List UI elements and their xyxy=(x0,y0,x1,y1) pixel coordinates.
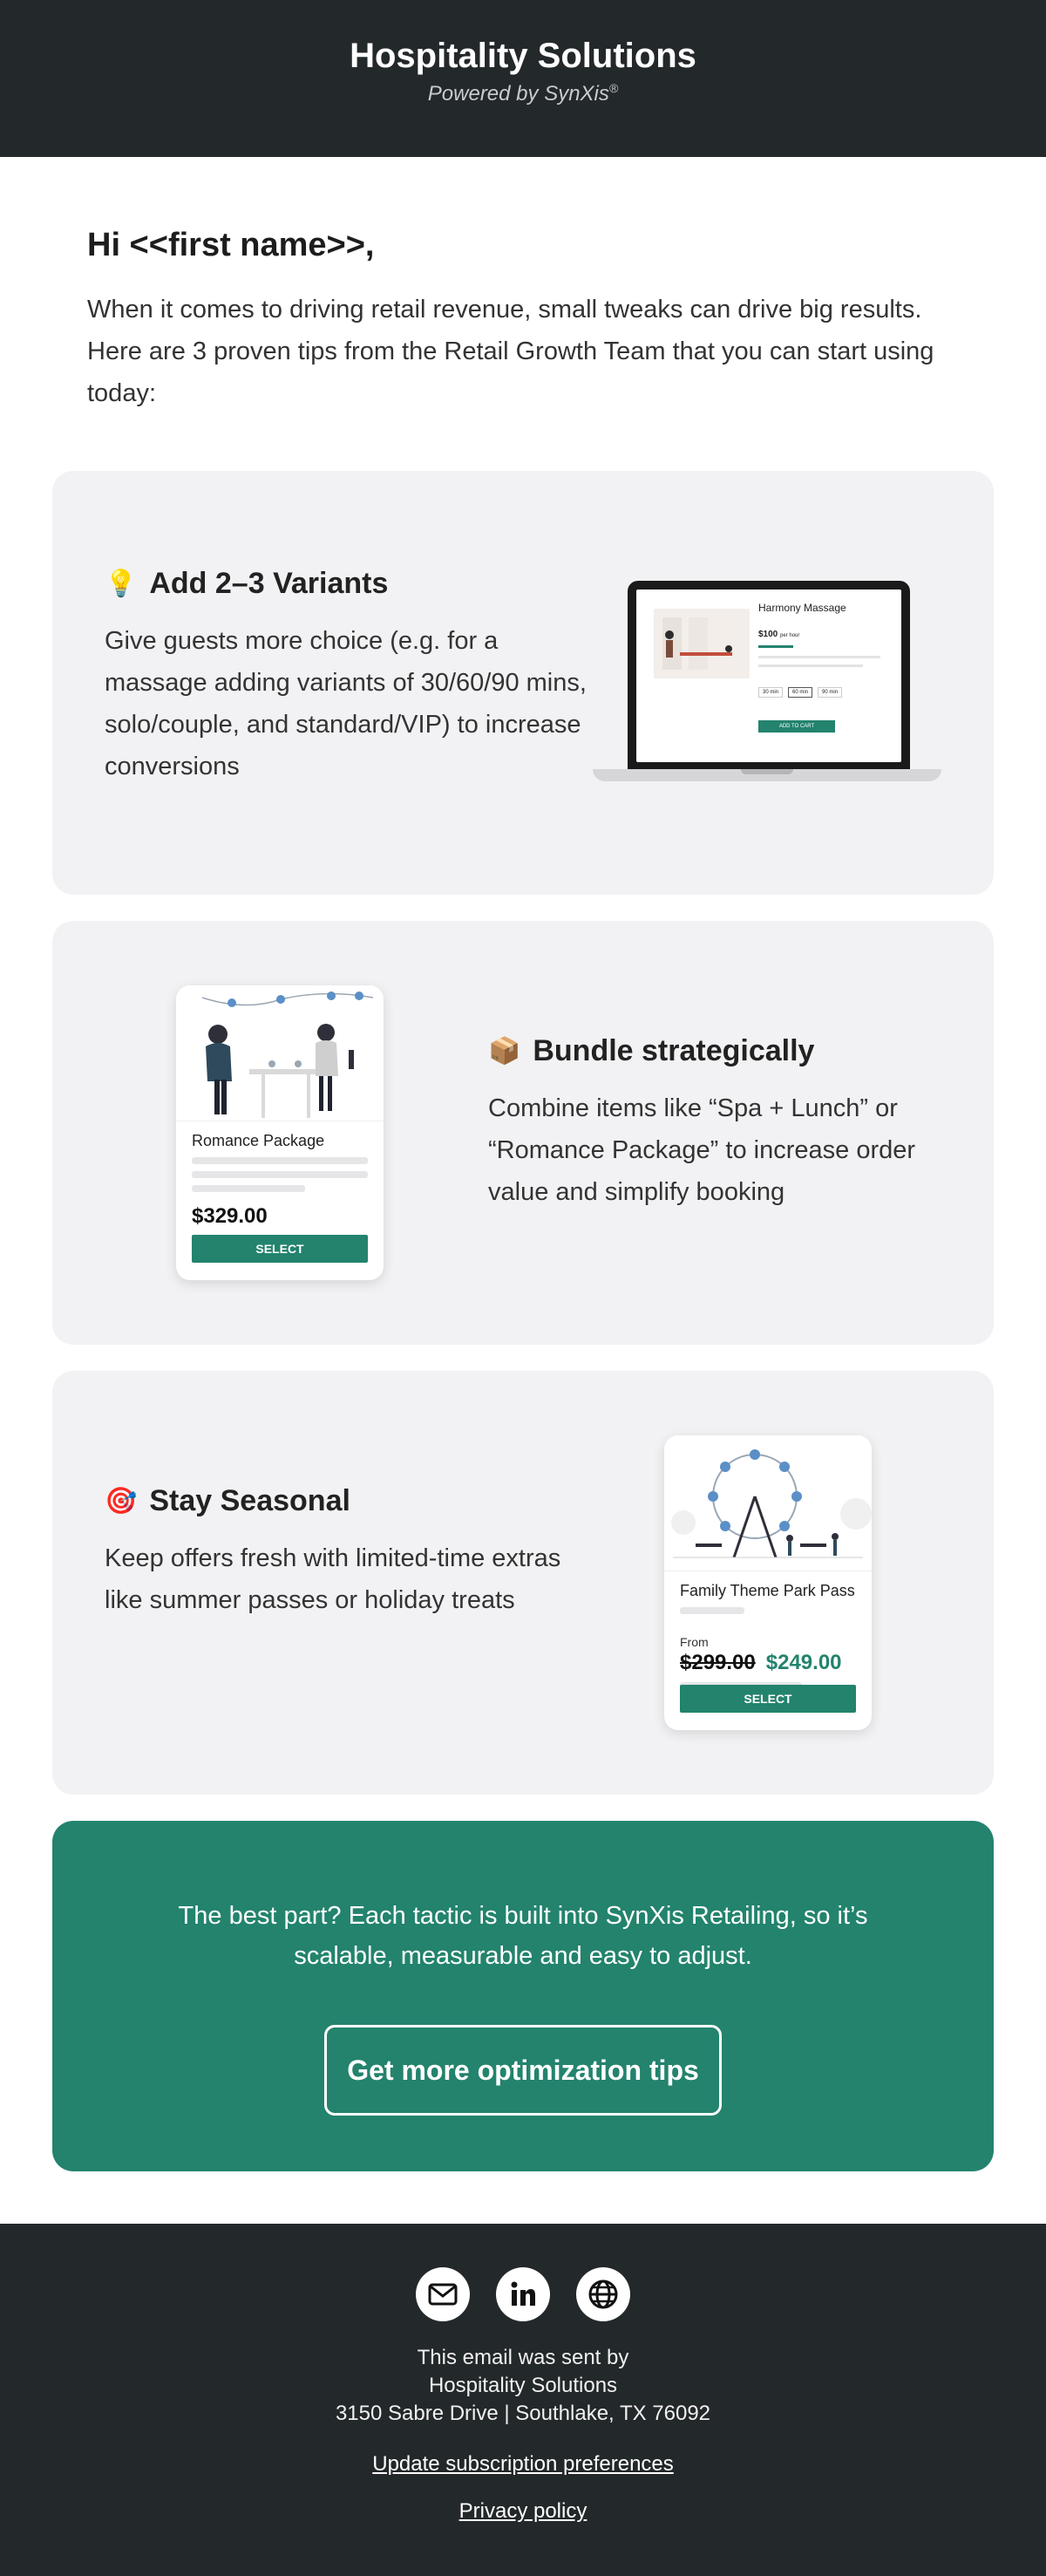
tip-body: Combine items like “Spa + Lunch” or “Romance Package” to increase order value and simplify booking xyxy=(488,1094,916,1206)
sale-price: $249.00 xyxy=(765,1651,842,1674)
tip-title-text: Bundle strategically xyxy=(533,1034,815,1067)
cta-section xyxy=(52,1821,994,2171)
greeting: Hi <<first name>>, xyxy=(87,227,375,263)
optimization-tips-button[interactable]: Get more optimization tips xyxy=(324,2025,722,2116)
company-address: 3150 Sabre Drive | Southlake, TX 76092 xyxy=(335,2402,711,2425)
mockup-accent-line xyxy=(758,645,793,648)
laptop-mockup xyxy=(593,581,941,785)
privacy-policy-link[interactable]: Privacy policy xyxy=(458,2499,588,2523)
email-header xyxy=(0,0,1046,157)
from-label: From xyxy=(680,1635,709,1649)
tip-title-text: Stay Seasonal xyxy=(149,1484,350,1517)
massage-illustration xyxy=(654,609,750,678)
mockup-price-value: $100 xyxy=(758,630,778,639)
linkedin-icon[interactable] xyxy=(496,2267,550,2321)
placeholder-line xyxy=(680,1607,744,1614)
brand-subtitle xyxy=(0,81,1046,106)
tip-body: Give guests more choice (e.g. for a massage adding variants of 30/60/90 mins, solo/couple, and standard/VIP) to increase conversions xyxy=(105,627,587,780)
product-card-romance xyxy=(176,985,384,1280)
tip-body: Keep offers fresh with limited-time extras like summer passes or holiday treats xyxy=(105,1544,561,1614)
mail-icon[interactable] xyxy=(416,2267,470,2321)
tip-text-block xyxy=(105,567,593,787)
brand-subtitle-text: Powered by SynXis xyxy=(427,82,609,106)
mockup-price-suffix: per hour xyxy=(780,633,800,638)
trademark-symbol: ® xyxy=(608,81,619,95)
laptop-screen xyxy=(628,581,910,771)
mockup-add-to-cart: ADD TO CART xyxy=(758,720,835,733)
footer-address-block xyxy=(0,2344,1046,2428)
tip-title xyxy=(488,1034,959,1068)
ferris-wheel-illustration xyxy=(664,1435,872,1571)
mockup-text-line xyxy=(758,664,863,667)
select-button[interactable]: SELECT xyxy=(192,1235,368,1263)
product-name: Family Theme Park Pass xyxy=(680,1582,855,1599)
laptop-notch xyxy=(741,769,793,774)
mockup-title: Harmony Massage xyxy=(758,602,846,614)
tip-card-variants xyxy=(52,471,994,895)
placeholder-line xyxy=(192,1185,305,1192)
tip-text-block xyxy=(488,1034,959,1213)
social-icons xyxy=(0,2267,1046,2321)
placeholder-line xyxy=(192,1157,368,1164)
tip-title xyxy=(105,1484,593,1518)
brand-title: Hospitality Solutions xyxy=(350,37,696,75)
lightbulb-icon: 💡 xyxy=(105,569,138,598)
mockup-price xyxy=(758,630,799,639)
tip-card-seasonal xyxy=(52,1371,994,1795)
mockup-option: 30 min xyxy=(758,687,783,698)
email-footer xyxy=(0,2224,1046,2576)
globe-icon[interactable] xyxy=(576,2267,630,2321)
intro-body: When it comes to driving retail revenue, small tweaks can drive big results. Here are 3 proven tips from the Retail Growth Team that you can start using today: xyxy=(87,296,934,407)
original-price: $299.00 xyxy=(680,1651,756,1674)
tip-text-block xyxy=(105,1484,593,1621)
sent-by-text: This email was sent by xyxy=(417,2346,629,2369)
select-button[interactable]: SELECT xyxy=(680,1685,856,1713)
company-name: Hospitality Solutions xyxy=(428,2374,618,2397)
tip-title xyxy=(105,567,593,601)
product-page-preview xyxy=(636,589,901,762)
tip-title-text: Add 2–3 Variants xyxy=(149,567,389,600)
package-icon: 📦 xyxy=(488,1037,521,1066)
mockup-options xyxy=(758,687,842,698)
tip-card-bundle xyxy=(52,921,994,1345)
mockup-option: 90 min xyxy=(818,687,842,698)
product-name: Romance Package xyxy=(192,1132,325,1149)
couple-dinner-illustration xyxy=(176,985,384,1121)
product-price: $329.00 xyxy=(192,1204,268,1228)
mockup-option: 60 min xyxy=(788,687,812,698)
price-row xyxy=(680,1651,856,1675)
product-card-theme-park xyxy=(664,1435,872,1730)
cta-text: The best part? Each tactic is built into SynXis Retailing, so it’s scalable, measurable and easy to adjust. xyxy=(178,1902,868,1970)
placeholder-line xyxy=(192,1171,368,1178)
subscription-preferences-link[interactable]: Update subscription preferences xyxy=(372,2452,674,2476)
mockup-text-line xyxy=(758,656,880,658)
target-icon: 🎯 xyxy=(105,1487,138,1516)
